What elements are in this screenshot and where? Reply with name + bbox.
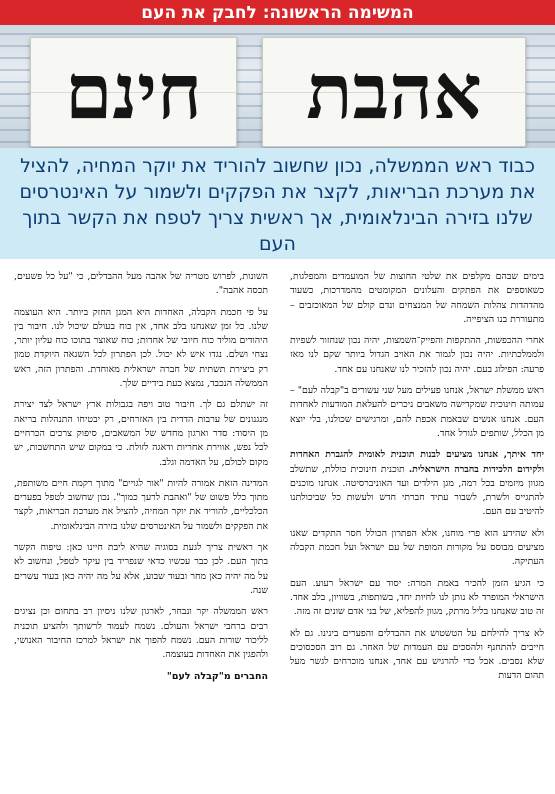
paragraph: בימים שבהם מקלפים את שלטי החוצות של המועמדים והמפלגות, כשאוספים את הפתקים והעלונים המקומטים מהמדרכות, כשעוד מהדהדות צהלות השמחה של המנצחים ונדם קולם של המאוכזבים – מתעוררת בנו הציפייה. bbox=[290, 271, 544, 325]
paragraph: המדינה הזאת אמורה להיות "אור לגויים" מתוך רקמת חיים משותפת, מתוך כלל פשוט של "ואהבת לרעך כמוך". נכון שחשוב לטפל בפערים הכלכליים, להוריד את יוקר המחיה, להציל את מערכת הבריאות, לקצר את הפקקים ולשמור על האינטרסים שלנו בזירה הבינלאומית. bbox=[14, 477, 268, 532]
paragraph: כי הגיע הזמן להכיר באמת המרה: יסוד עם ישראל רעוע. העם הישראלי המופרד לא נותן לנו לחיות יחד, בשותפות, בשוויון, בלב אחד. זה טוב שאנחנו בליל מרתק, מגוון להפליא, של בני אדם שונים זה מזה. bbox=[290, 577, 544, 618]
paragraph: השונות, לפרוש מטריה של אהבה מעל ההבדלים, כי "על כל פשעים, תכסה אהבה". bbox=[14, 271, 268, 297]
paragraph: לא צריך להילחם על הטשטוש את ההבדלים והפערים בינינו. גם לא חייבים להתחנף ולהסכים עם העמדות של האחר. גם רוב הסכסוכים שלא נסבים. אבל כדי להרגיש עם אחד, אנחנו מוכרחים לגשר מעל תהום הדעות bbox=[290, 627, 544, 682]
sign-word-right-text: אהבת bbox=[306, 47, 482, 136]
paragraph-bold-lead: יחד איתך, אנחנו מציעים לבנות תוכנית לאומית להגברת האחדות ולקידום הלכידות בחברה הישראלית. bbox=[290, 449, 544, 475]
article-body bbox=[14, 270, 544, 792]
paragraph: אך ראשית צריך לגעת בסוגיה שהיא ליבת חיינו כאן: טיפוח הקשר בתוך העם. לכן כבר עכשיו כדאי שנפריד בין עיקר לטפל, ונחשוב לא על מה יהיה כאן מחר ובעוד שבוע, אלא על מה יהיה כאן בעוד עשרים שנה. bbox=[14, 542, 268, 596]
paragraph: על פי חכמת הקבלה, האחדות היא המגן החזק ביותר. היא העוצמה שלנו. כל זמן שאנחנו בלב אחד, אין כוח בעולם שיכול לנו. חיבור בין היהודים מוליד כוח חיובי של אחדות; כוח שאוצר בתוכו כוח עליון יותר, נצחי ושלם. נגדו איש לא יכול. לכן הפתרון לכל השנאה היוקדת טמון רק ביצירת תשתית של חברה ישראלית מאוחדת. והפתרון הזה, ראש הממשלה הנכבד, נמצא כעת בידיים שלך. bbox=[14, 306, 268, 390]
sign-word-left bbox=[30, 37, 237, 147]
paragraph bbox=[290, 448, 544, 519]
paragraph: ראש ממשלת ישראל, אנחנו פעילים מעל שני עשורים ב"קבלה לעם" – עמותה חינוכית שמקדישה משאבים ניכרים להעלאת המודעות לאחדות העם. אנחנו אנשים שבאמת אכפת להם, ומרגישים שכולנו, בלי יוצא מן הכלל, שותפים לגורל אחד. bbox=[290, 385, 544, 439]
paragraph: זה ישתלם גם לך. חיבור טוב ויפה בגבולות ארץ ישראל לצד יצירת מנגנונים של ערבות הדדית בין האזרחים, רק יבטיחו התנהלות בריאה מן היסוד: סדר וארגון מחדש של המשאבים, סיפוק צרכים הכרחיים לכל נפש, אווירת אחריות ודאגה לזולת. כי במקום שיש התחשבות, יש מקום לכולם, על האדמה וגלב. bbox=[14, 399, 268, 468]
paragraph-text: תוכנית חינוכית כוללת, שתשלב מגוון מיזמים בכל רמה, מגן הילדים ועד האוניברסיטה. אנחנו מוכנים להתגייס ולשרת, לשבור עתיד חברתי חדש ולעשות כל שביכולתנו להיטיב עם העם. bbox=[290, 463, 544, 518]
signature: החברים מ"קבלה לעם" bbox=[166, 671, 268, 683]
paragraph: אחרי ההכפשות, ההתקפות והפייק־השמצות, יהיה נכון שנחזור לשפיות ולממלכתיות. יהיה נכון לגמור את האויב הגדול ביותר שקם לנו מאז פרעה: הפילוג בעם. יהיה נכון להזכיר לנו שאנחנו עם אחד. bbox=[290, 335, 544, 375]
banner-title: המשימה הראשונה: לחבק את העם bbox=[141, 2, 414, 23]
column-left bbox=[14, 270, 268, 792]
headline: כבוד ראש הממשלה, נכון שחשוב להוריד את יוקר המחיה, להציל את מערכת הבריאות, לקצר את הפקקים ולשמור על האינטרסים שלנו בזירה הבינלאומית, אך ראשית צריך לטפח את הקשר בתוך העם bbox=[0, 148, 555, 259]
paragraph: ולא שהידע הוא פרי מוחנו, אלא הפתרון הכולל חסר התקדים שאנו מציעים מבוסס על מקורות המופת של עם ישראל ועל חכמת הקבלה העתיקה. bbox=[290, 527, 544, 568]
column-right bbox=[290, 270, 544, 792]
banner bbox=[0, 0, 555, 25]
sign-word-right bbox=[262, 37, 526, 147]
header-photo bbox=[0, 25, 555, 148]
sign-word-left-text: חינם bbox=[64, 47, 203, 136]
paragraph: ראש הממשלה יקר ונבחר, לארגון שלנו ניסיון רב בתחום וכן נציגים רבים ברחבי ישראל והעולם. נשמח לעמוד לרשותך ולהציע תוכנית לליכוד שורות העם. נשמח להפוך את ישראל למרכז החיבור האנושי, ולהפגין את האחדות בעוצמה. bbox=[14, 606, 268, 661]
